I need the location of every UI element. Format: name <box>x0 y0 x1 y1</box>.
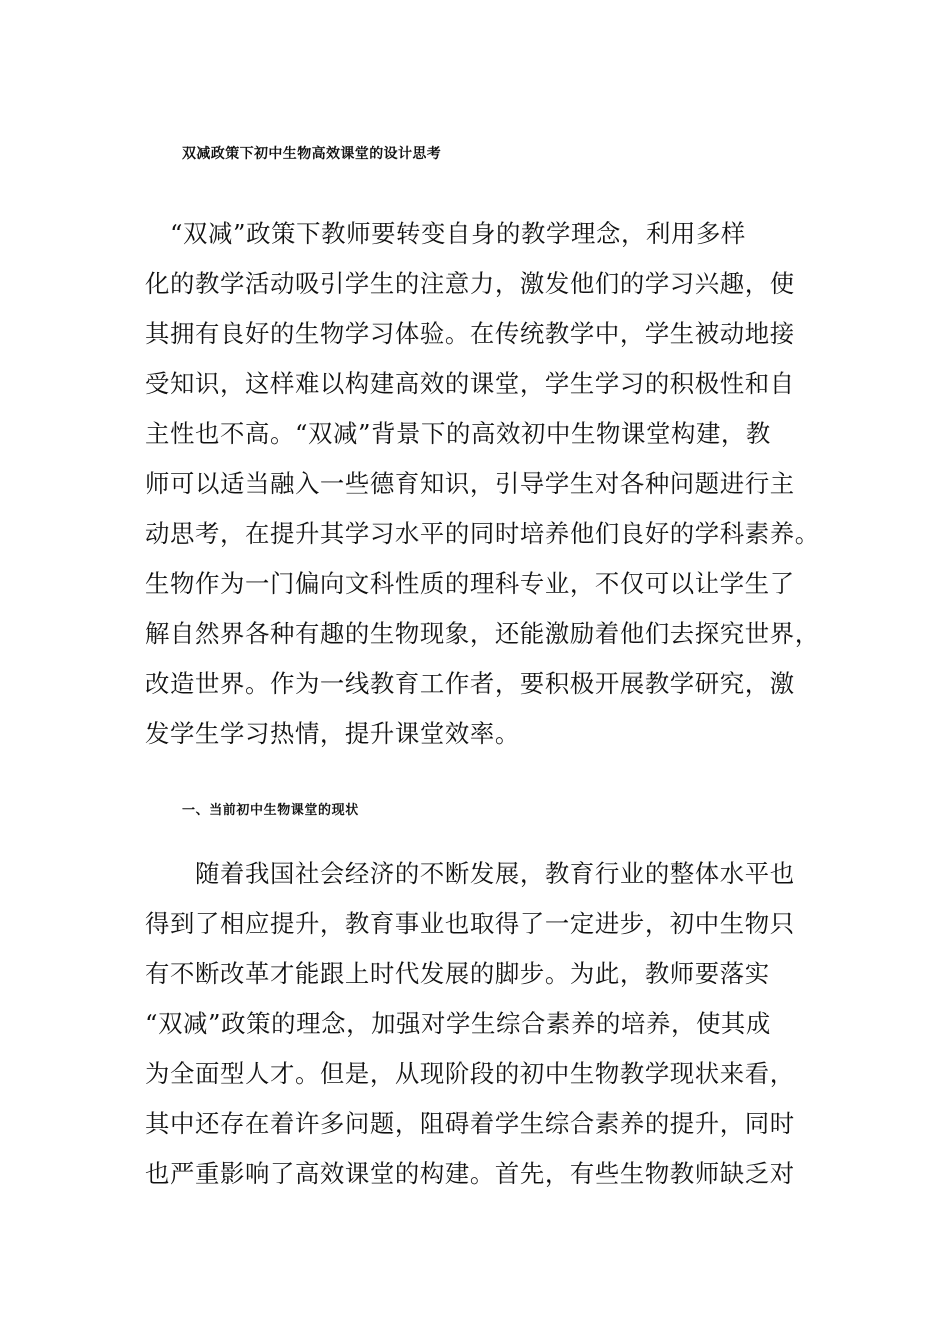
section-heading: 一、当前初中生物课堂的现状 <box>182 803 359 818</box>
paragraph-line: “双减”政策的理念，加强对学生综合素养的培养，使其成 <box>145 1009 771 1038</box>
paragraph-line: 受知识，这样难以构建高效的课堂，学生学习的积极性和自 <box>145 369 795 398</box>
paragraph-line: 主性也不高。“双减”背景下的高效初中生物课堂构建，教 <box>145 419 771 448</box>
paragraph-line: 动思考，在提升其学习水平的同时培养他们良好的学科素养。 <box>145 519 820 548</box>
paragraph-line: 其中还存在着许多问题，阻碍着学生综合素养的提升，同时 <box>145 1109 795 1138</box>
paragraph-line: 发学生学习热情，提升课堂效率。 <box>145 719 520 748</box>
paragraph-line: “双减”政策下教师要转变自身的教学理念，利用多样 <box>145 219 746 248</box>
document-title: 双减政策下初中生物高效课堂的设计思考 <box>182 146 442 162</box>
paragraph-line: 生物作为一门偏向文科性质的理科专业，不仅可以让学生了 <box>145 569 795 598</box>
paragraph-line: 改造世界。作为一线教育工作者，要积极开展教学研究，激 <box>145 669 795 698</box>
paragraph-line: 随着我国社会经济的不断发展，教育行业的整体水平也 <box>145 859 795 888</box>
paragraph-line: 化的教学活动吸引学生的注意力，激发他们的学习兴趣，使 <box>145 269 795 298</box>
paragraph-line: 为全面型人才。但是，从现阶段的初中生物教学现状来看， <box>145 1059 795 1088</box>
paragraph-line: 其拥有良好的生物学习体验。在传统教学中，学生被动地接 <box>145 319 795 348</box>
paragraph-section-1 <box>145 854 845 1204</box>
paragraph-line: 得到了相应提升，教育事业也取得了一定进步，初中生物只 <box>145 909 795 938</box>
paragraph-line: 有不断改革才能跟上时代发展的脚步。为此，教师要落实 <box>145 959 770 988</box>
paragraph-line: 也严重影响了高效课堂的构建。首先，有些生物教师缺乏对 <box>145 1159 795 1188</box>
paragraph-intro <box>145 214 845 764</box>
paragraph-line: 解自然界各种有趣的生物现象，还能激励着他们去探究世界， <box>145 619 820 648</box>
paragraph-line: 师可以适当融入一些德育知识，引导学生对各种问题进行主 <box>145 469 795 498</box>
